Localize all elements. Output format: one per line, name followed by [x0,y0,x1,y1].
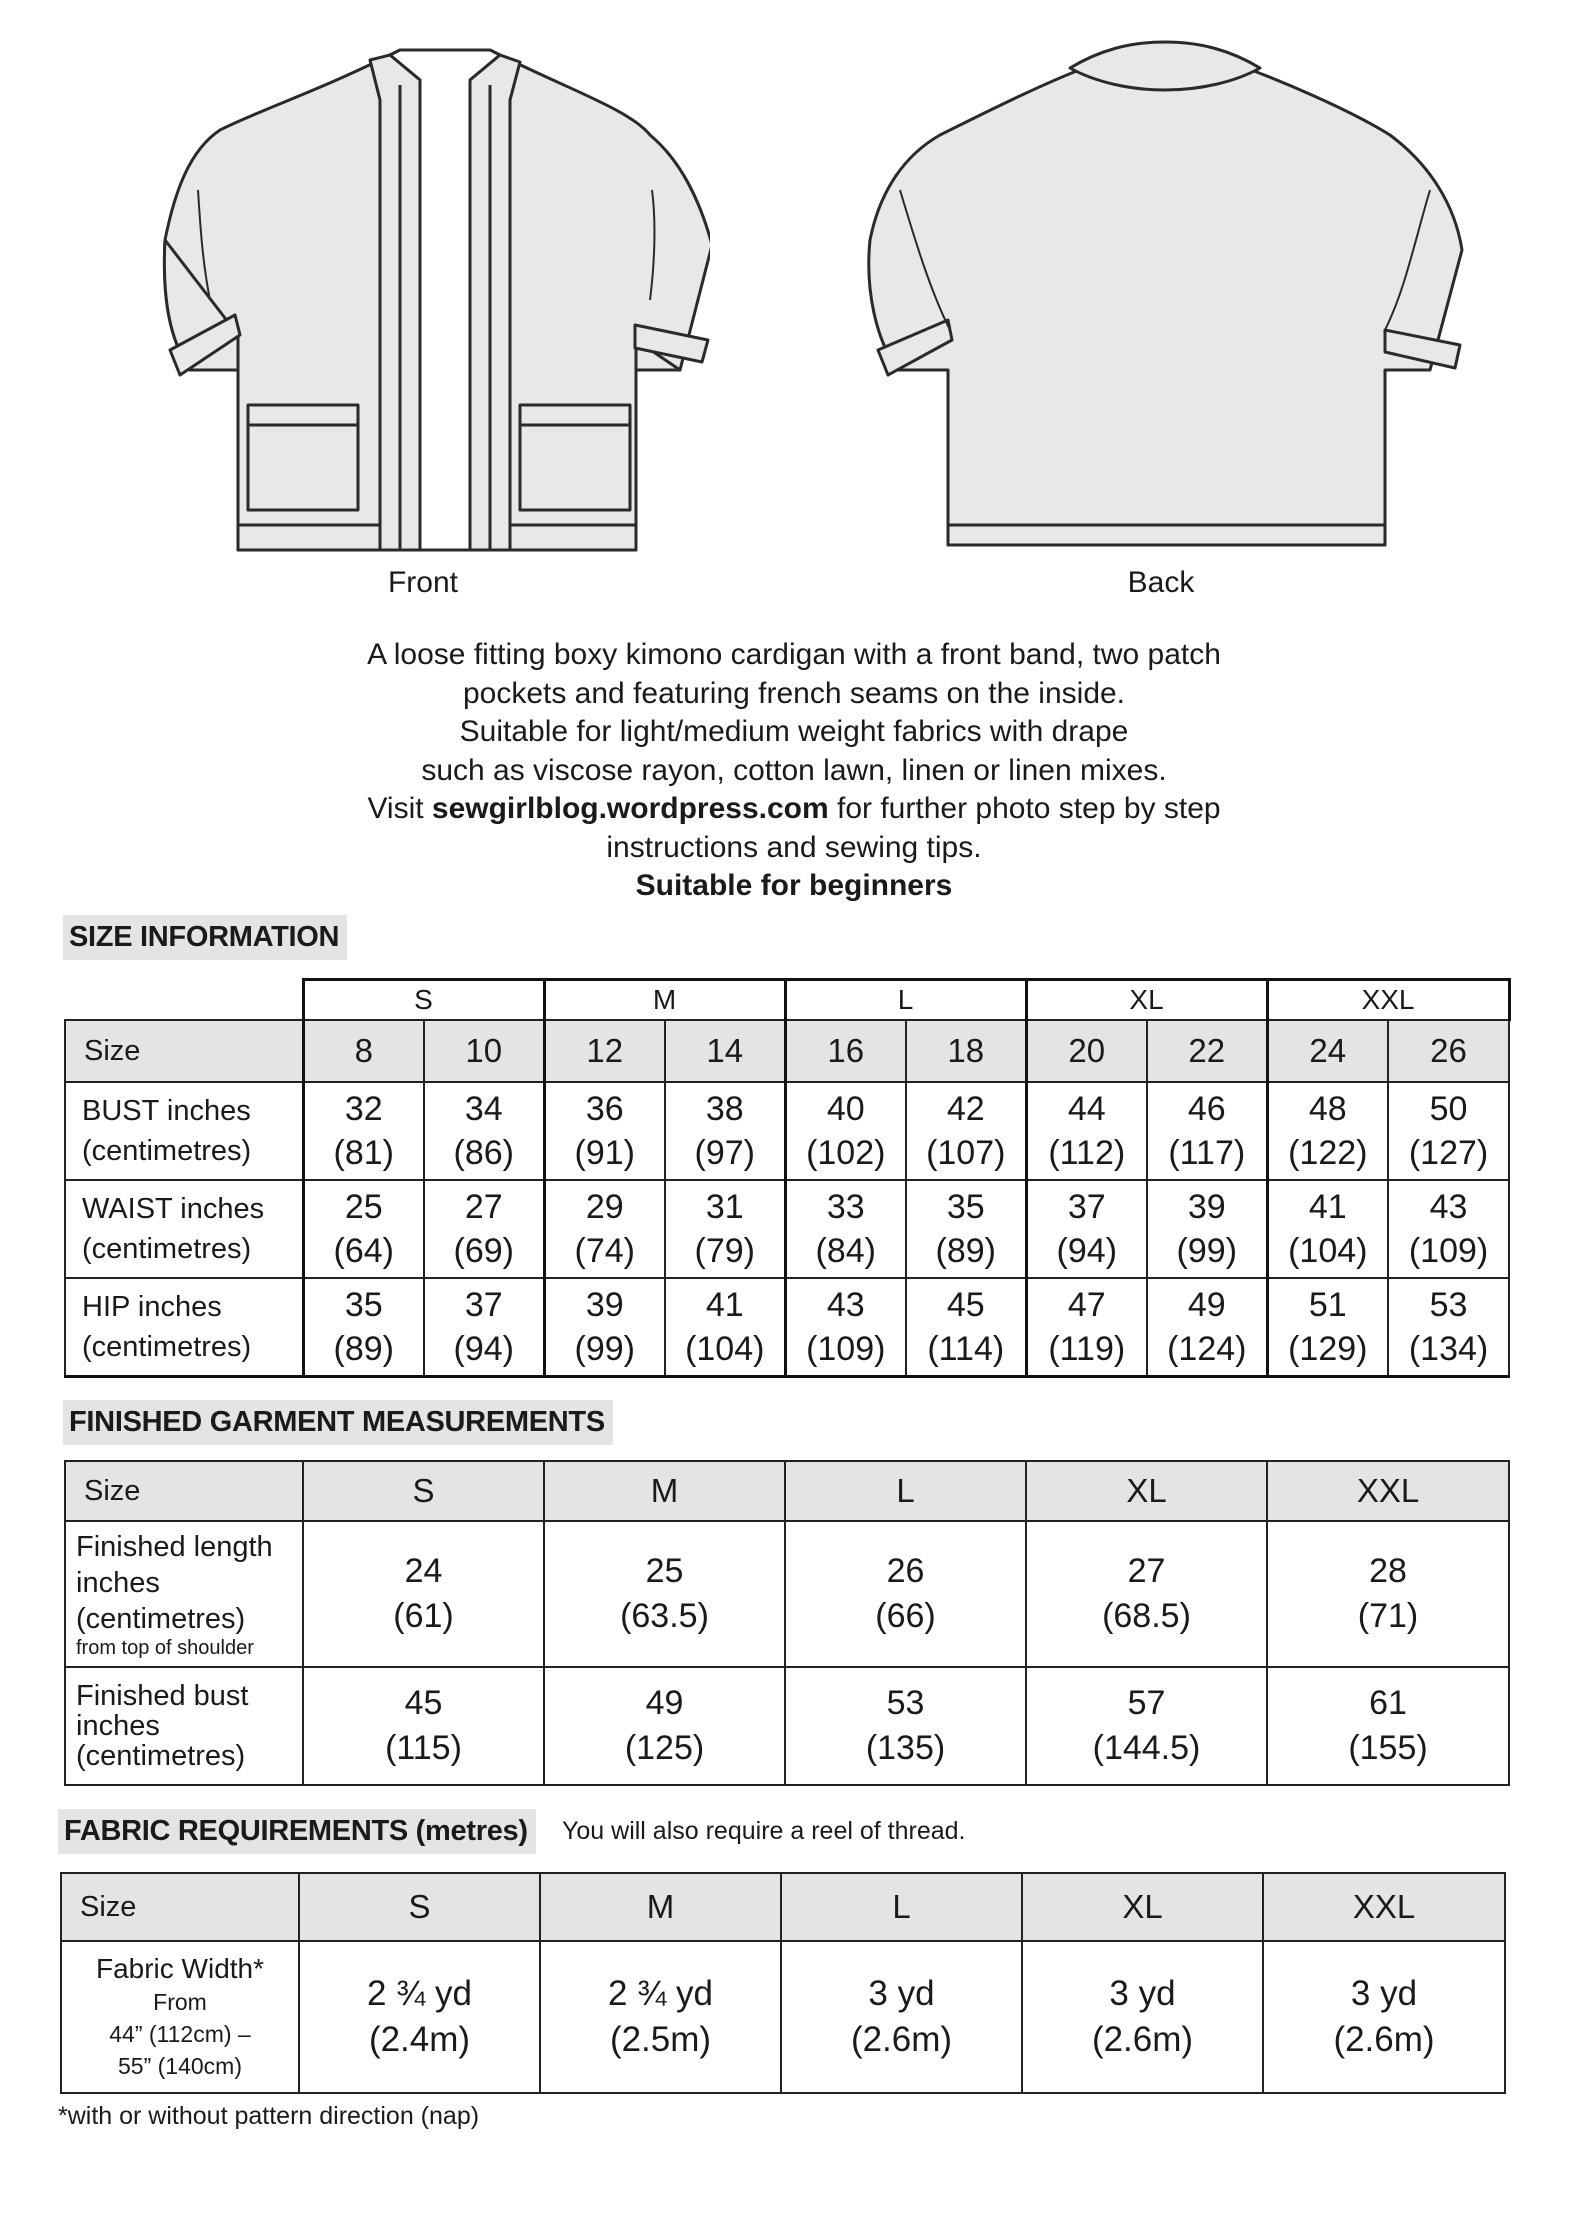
front-garment-illustration [90,40,710,560]
size-number: 26 [1388,1020,1509,1082]
size-name: M [544,1461,785,1521]
fabric-requirements-heading: FABRIC REQUIREMENTS (metres) [58,1809,536,1854]
blog-link[interactable]: sewgirlblog.wordpress.com [431,792,829,825]
fabric-amount: 2 ¾ yd (2.4m) [299,1941,540,2093]
measurement-value: 25 (64) [303,1180,424,1278]
measurement-value: 49 (124) [1147,1278,1267,1377]
fabric-amount: 3 yd (2.6m) [1263,1941,1505,2093]
measurement-value: 39 (99) [544,1278,665,1377]
size-information-table [64,978,1511,1378]
finished-length-label: Finished length inches (centimetres) from top of shoulder [65,1521,303,1667]
measurement-value: 29 (74) [544,1180,665,1278]
description-line: pockets and featuring french seams on the inside. [462,676,1126,710]
measurement-value: 48 (122) [1267,1082,1388,1180]
nap-footnote: *with or without pattern direction (nap) [58,2102,480,2130]
measurement-value: 35 (89) [303,1278,424,1377]
size-name: XL [1022,1873,1263,1941]
size-number: 20 [1026,1020,1147,1082]
fabric-width-label: Fabric Width* From 44” (112cm) – 55” (140cm) [61,1941,299,2093]
fabric-amount: 3 yd (2.6m) [781,1941,1022,2093]
finished-measurements-heading: FINISHED GARMENT MEASUREMENTS [63,1400,613,1445]
size-group: M [544,980,785,1021]
fabric-header-row [61,1873,1505,1941]
size-name: L [781,1873,1022,1941]
size-name: XXL [1263,1873,1505,1941]
description-line: instructions and sewing tips. [606,830,982,864]
finished-length-value: 24 (61) [303,1521,544,1667]
finished-bust-value: 53 (135) [785,1667,1026,1785]
size-number: 22 [1147,1020,1267,1082]
measurement-value: 51 (129) [1267,1278,1388,1377]
finished-length-row [65,1521,1509,1667]
size-group-row [65,980,1509,1021]
thread-note: You will also require a reel of thread. [562,1817,966,1845]
measurement-value: 47 (119) [1026,1278,1147,1377]
size-name: XL [1026,1461,1267,1521]
size-information-heading: SIZE INFORMATION [63,915,347,960]
finished-length-value: 25 (63.5) [544,1521,785,1667]
size-header: Size [61,1873,299,1941]
measurement-row [65,1180,1509,1278]
measurement-value: 46 (117) [1147,1082,1267,1180]
measurement-value: 41 (104) [1267,1180,1388,1278]
size-number: 8 [303,1020,424,1082]
measurement-value: 40 (102) [785,1082,906,1180]
measurement-value: 37 (94) [424,1278,544,1377]
measurement-value: 32 (81) [303,1082,424,1180]
finished-measurements-table [64,1460,1510,1786]
measurement-row [65,1082,1509,1180]
finished-bust-value: 49 (125) [544,1667,785,1785]
size-header: Size [65,1461,303,1521]
size-number: 10 [424,1020,544,1082]
size-name: L [785,1461,1026,1521]
fabric-requirements-table [60,1872,1506,2094]
size-group: XXL [1267,980,1509,1021]
size-name: S [299,1873,540,1941]
measurement-value: 34 (86) [424,1082,544,1180]
fabric-amount: 2 ¾ yd (2.5m) [540,1941,781,2093]
back-garment-illustration [830,40,1500,560]
measurement-value: 43 (109) [1388,1180,1509,1278]
measurement-value: 41 (104) [665,1278,785,1377]
description-line [200,790,1388,829]
description-line: such as viscose rayon, cotton lawn, linen or linen mixes. [421,753,1167,787]
measurement-label: WAIST inches (centimetres) [65,1180,303,1278]
size-number: 24 [1267,1020,1388,1082]
finished-bust-value: 45 (115) [303,1667,544,1785]
size-number: 14 [665,1020,785,1082]
measurement-value: 43 (109) [785,1278,906,1377]
size-number: 12 [544,1020,665,1082]
measurement-value: 45 (114) [906,1278,1026,1377]
description-line: A loose fitting boxy kimono cardigan with a front band, two patch [367,638,1221,671]
measurement-value: 39 (99) [1147,1180,1267,1278]
measurement-label: HIP inches (centimetres) [65,1278,303,1377]
visit-text-end: for further photo step by step [828,792,1221,825]
finished-bust-value: 57 (144.5) [1026,1667,1267,1785]
finished-bust-row [65,1667,1509,1785]
size-name: XXL [1267,1461,1509,1521]
pattern-description [200,636,1388,906]
finished-bust-label: Finished bust inches (centimetres) [65,1667,303,1785]
measurement-value: 42 (107) [906,1082,1026,1180]
measurement-value: 35 (89) [906,1180,1026,1278]
size-group: S [303,980,544,1021]
front-label: Front [387,566,459,599]
finished-length-value: 28 (71) [1267,1521,1509,1667]
size-header: Size [65,1020,303,1082]
finished-length-value: 27 (68.5) [1026,1521,1267,1667]
fabric-width-row [61,1941,1505,2093]
finished-length-value: 26 (66) [785,1521,1026,1667]
size-group: XL [1026,980,1267,1021]
fabric-amount: 3 yd (2.6m) [1022,1941,1263,2093]
visit-text: Visit [367,792,432,825]
size-number: 16 [785,1020,906,1082]
measurement-value: 33 (84) [785,1180,906,1278]
beginner-note: Suitable for beginners [635,869,953,902]
finished-header-row [65,1461,1509,1521]
size-name: S [303,1461,544,1521]
size-number-row [65,1020,1509,1082]
measurement-value: 53 (134) [1388,1278,1509,1377]
measurement-value: 38 (97) [665,1082,785,1180]
finished-bust-value: 61 (155) [1267,1667,1509,1785]
measurement-value: 31 (79) [665,1180,785,1278]
measurement-value: 44 (112) [1026,1082,1147,1180]
length-note: from top of shoulder [76,1637,254,1659]
description-line: Suitable for light/medium weight fabrics with drape [459,715,1129,748]
size-group: L [785,980,1026,1021]
measurement-value: 50 (127) [1388,1082,1509,1180]
size-number: 18 [906,1020,1026,1082]
measurement-value: 36 (91) [544,1082,665,1180]
back-label: Back [1127,566,1195,599]
size-name: M [540,1873,781,1941]
measurement-value: 27 (69) [424,1180,544,1278]
measurement-row [65,1278,1509,1377]
measurement-value: 37 (94) [1026,1180,1147,1278]
measurement-label: BUST inches (centimetres) [65,1082,303,1180]
